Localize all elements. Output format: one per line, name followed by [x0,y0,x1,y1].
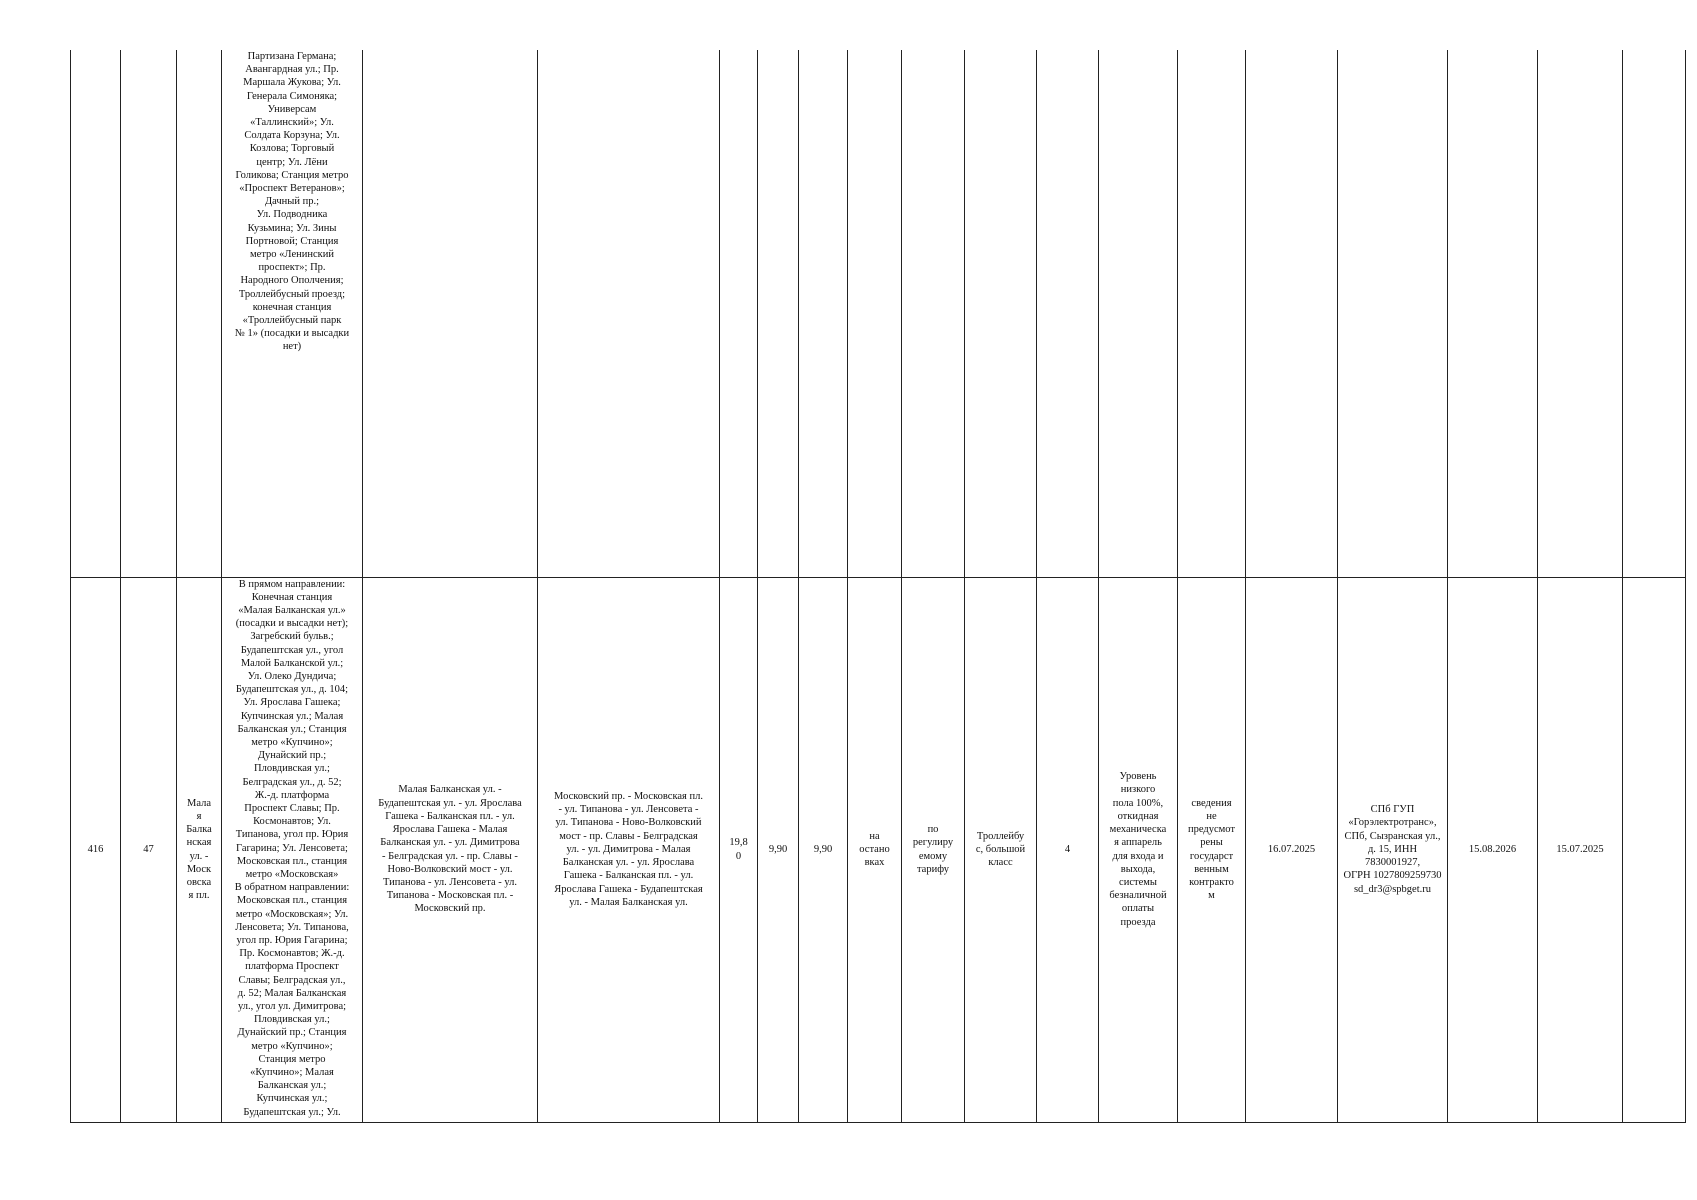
stop-mode-cell [848,50,902,577]
length-backward-cell: 9,90 [799,577,848,1122]
length-forward-cell: 9,90 [758,577,799,1122]
contract-cell: сведения не предусмот рены государст венным контракто м [1178,577,1246,1122]
length-total-cell: 19,8 0 [720,577,758,1122]
route-name-cell [177,50,222,577]
extra-cell [1623,50,1686,577]
reg-number-cell [71,50,121,577]
start-date-cell [1246,50,1338,577]
stop-mode-cell: на остано вках [848,577,902,1122]
change-date-cell [1538,50,1623,577]
length-forward-cell [758,50,799,577]
contract-cell [1178,50,1246,577]
eco-cell: Уровень низкого пола 100%, откидная механическа я аппарель для входа и выхода, системы безналичной оплаты проезда [1099,577,1178,1122]
route-number-cell [121,50,177,577]
tariff-cell [902,50,965,577]
extra-cell [1623,577,1686,1122]
end-date-cell: 15.08.2026 [1448,577,1538,1122]
route-name-cell: Мала я Балка нская ул. - Моск овска я пл. [177,577,222,1122]
change-date-cell: 15.07.2025 [1538,577,1623,1122]
vehicle-cell: Троллейбу с, большой класс [965,577,1037,1122]
stops-cell: В прямом направлении: Конечная станция «Малая Балканская ул.» (посадки и высадки нет); Загребский бульв.; Будапештская ул., угол Малой Балканской ул.; Ул. Олеко Дундича; Будапештская ул., д. 104; Ул. Ярослава Гашека; Купчинская ул.; Малая Балканская ул.; Станция метро «Купчино»; Дунайский пр.; Пловдивская ул.; Белградская ул., д. 52; Ж.-д. платформа Проспект Славы; Пр. Космонавтов; Ул. Типанова, угол пр. Юрия Гагарина; Ул. Ленсовета; Московская пл., станция метро «Московская» В обратном направлении: Московская пл., станция метро «Московская»; Ул. Ленсовета; Ул. Типанова, угол пр. Юрия Гагарина; Пр. Космонавтов; Ж.-д. платформа Проспект Славы; Белградская ул., д. 52; Малая Балканская ул., угол ул. Димитрова; Пловдивская ул.; Дунайский пр.; Станция метро «Купчино»; Станция метро «Купчино»; Малая Балканская ул.; Купчинская ул.; Будапештская ул.; Ул. [222,577,363,1122]
stops-cell: Партизана Германа; Авангардная ул.; Пр. Маршала Жукова; Ул. Генерала Симоняка; Универсам «Таллинский»; Ул. Солдата Корзуна; Ул. Козлова; Торговый центр; Ул. Лёни Голикова; Станция метро «Проспект Ветеранов»; Дачный пр.; Ул. Подводника Кузьмина; Ул. Зины Портновой; Станция метро «Ленинский проспект»; Пр. Народного Ополчения; Троллейбусный проезд; конечная станция «Троллейбусный парк № 1» (посадки и высадки нет) [222,50,363,577]
streets-forward-cell [363,50,538,577]
route-registry-table [70,50,1686,1123]
length-backward-cell [799,50,848,577]
end-date-cell [1448,50,1538,577]
streets-backward-cell [538,50,720,577]
vehicle-count-cell: 4 [1037,577,1099,1122]
vehicle-cell [965,50,1037,577]
start-date-cell: 16.07.2025 [1246,577,1338,1122]
streets-backward-cell: Московский пр. - Московская пл. - ул. Типанова - ул. Ленсовета - ул. Типанова - Ново-Волковский мост - пр. Славы - Белградская ул. - ул. Димитрова - Малая Балканская ул. - ул. Ярослава Гашека - Балканская пл. - ул. Ярослава Гашека - Будапештская ул. - Малая Балканская ул. [538,577,720,1122]
carrier-cell [1338,50,1448,577]
tariff-cell: по регулиру емому тарифу [902,577,965,1122]
length-total-cell [720,50,758,577]
reg-number-cell: 416 [71,577,121,1122]
carrier-cell: СПб ГУП «Горэлектротранс», СПб, Сызранская ул., д. 15, ИНН 7830001927, ОГРН 1027809259730 sd_dr3@spbget.ru [1338,577,1448,1122]
eco-cell [1099,50,1178,577]
streets-forward-cell: Малая Балканская ул. - Будапештская ул. - ул. Ярослава Гашека - Балканская пл. - ул. Ярослава Гашека - Малая Балканская ул. - ул. Димитрова - Белградская ул. - пр. Славы - Ново-Волковский мост - ул. Типанова - ул. Ленсовета - ул. Типанова - Московская пл. - Московский пр. [363,577,538,1122]
table-row [71,577,1686,1122]
vehicle-count-cell [1037,50,1099,577]
route-number-cell: 47 [121,577,177,1122]
table-row [71,50,1686,577]
